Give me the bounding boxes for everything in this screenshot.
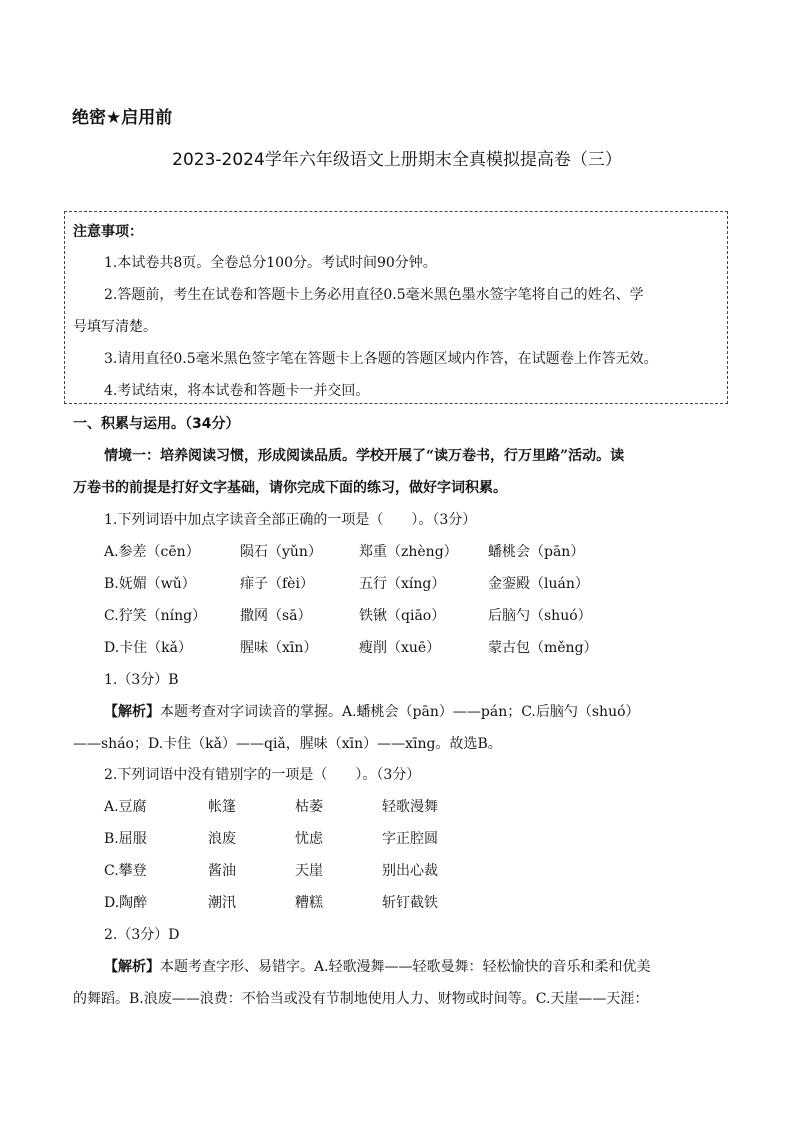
option-cell: 痱子（fèi） [240, 576, 314, 592]
question-stem: 2.下列词语中没有错别字的一项是（ ）。（3分） [104, 767, 421, 783]
option-cell: 浪废 [208, 831, 236, 847]
notice-item: 1.本试卷共8页。全卷总分100分。考试时间90分钟。 [104, 255, 437, 271]
option-cell: 天崖 [295, 863, 323, 879]
option-cell: 后脑勺（shuó） [488, 608, 592, 624]
option-cell: 斩钉截铁 [382, 895, 438, 911]
option-cell: 五行（xíng） [359, 576, 446, 592]
option-cell: D.陶醉 [104, 895, 148, 911]
secret-mark: 绝密★启用前 [72, 108, 173, 128]
analysis-tag: 【解析】 [104, 704, 160, 720]
option-cell: 枯萎 [295, 799, 323, 815]
option-cell: 陨石（yǔn） [240, 544, 322, 560]
option-cell: 郑重（zhèng） [359, 544, 458, 560]
notice-item: 4.考试结束，将本试卷和答题卡一并交回。 [104, 383, 370, 399]
option-cell: 铁锹（qiāo） [359, 608, 446, 624]
notice-item: 3.请用直径0.5毫米黑色签字笔在答题卡上各题的答题区域内作答，在试题卷上作答无效。 [104, 351, 658, 367]
option-cell: 瘦削（xuē） [359, 640, 441, 656]
option-cell: C.狞笑（níng） [104, 608, 207, 624]
notice-box [64, 211, 728, 404]
option-cell: 蒙古包（měng） [488, 640, 598, 656]
option-cell: 别出心裁 [382, 863, 438, 879]
option-cell: 字正腔圆 [382, 831, 438, 847]
option-cell: B.屈服 [104, 831, 147, 847]
option-cell: 酱油 [208, 863, 236, 879]
option-cell: 帐篷 [208, 799, 236, 815]
option-cell: D.卡住（kǎ） [104, 640, 193, 656]
analysis-line: 的舞蹈。B.浪废——浪费：不恰当或没有节制地使用人力、财物或时间等。C.天崖——天涯： [73, 991, 649, 1007]
option-cell: B.妩媚（wǔ） [104, 576, 196, 592]
answer-line: 2.（3分）D [104, 927, 180, 943]
option-cell: 撒网（sā） [240, 608, 312, 624]
option-cell: C.攀登 [104, 863, 147, 879]
option-cell: 潮汛 [208, 895, 236, 911]
analysis-line: ——sháo；D.卡住（kǎ）——qiǎ，腥味（xīn）——xīng。故选B。 [73, 736, 502, 752]
exam-title: 2023-2024学年六年级语文上册期末全真模拟提高卷（三） [172, 150, 622, 170]
option-cell: 金銮殿（luán） [488, 576, 589, 592]
option-cell: 腥味（xīn） [240, 640, 318, 656]
option-cell: 蟠桃会（pān） [488, 544, 585, 560]
question-stem: 1.下列词语中加点字读音全部正确的一项是（ ）。（3分） [104, 512, 477, 528]
notice-item: 2.答题前，考生在试卷和答题卡上务必用直径0.5毫米黑色墨水签字笔将自己的姓名、学 [104, 287, 644, 303]
section-heading: 一、积累与运用。（34分） [73, 416, 240, 432]
option-cell: 轻歌漫舞 [382, 799, 438, 815]
answer-line: 1.（3分）B [104, 672, 179, 688]
analysis-line [104, 956, 651, 976]
context-text: 万卷书的前提是打好文字基础，请你完成下面的练习，做好字词积累。 [73, 480, 507, 496]
option-cell: 糟糕 [295, 895, 323, 911]
analysis-text: 本题考查字形、易错字。A.轻歌漫舞——轻歌曼舞：轻松愉快的音乐和柔和优美 [160, 959, 651, 975]
option-cell: 忧虑 [295, 831, 323, 847]
notice-item: 号填写清楚。 [73, 319, 157, 335]
option-cell: A.参差（cēn） [104, 544, 200, 560]
analysis-tag: 【解析】 [104, 959, 160, 975]
analysis-text: 本题考查对字词读音的掌握。A.蟠桃会（pān）——pán；C.后脑勺（shuó） [160, 704, 640, 720]
context-text: 情境一：培养阅读习惯，形成阅读品质。学校开展了“读万卷书，行万里路”活动。读 [104, 448, 625, 464]
analysis-line [104, 701, 640, 721]
option-cell: A.豆腐 [104, 799, 147, 815]
notice-heading: 注意事项： [73, 224, 143, 240]
